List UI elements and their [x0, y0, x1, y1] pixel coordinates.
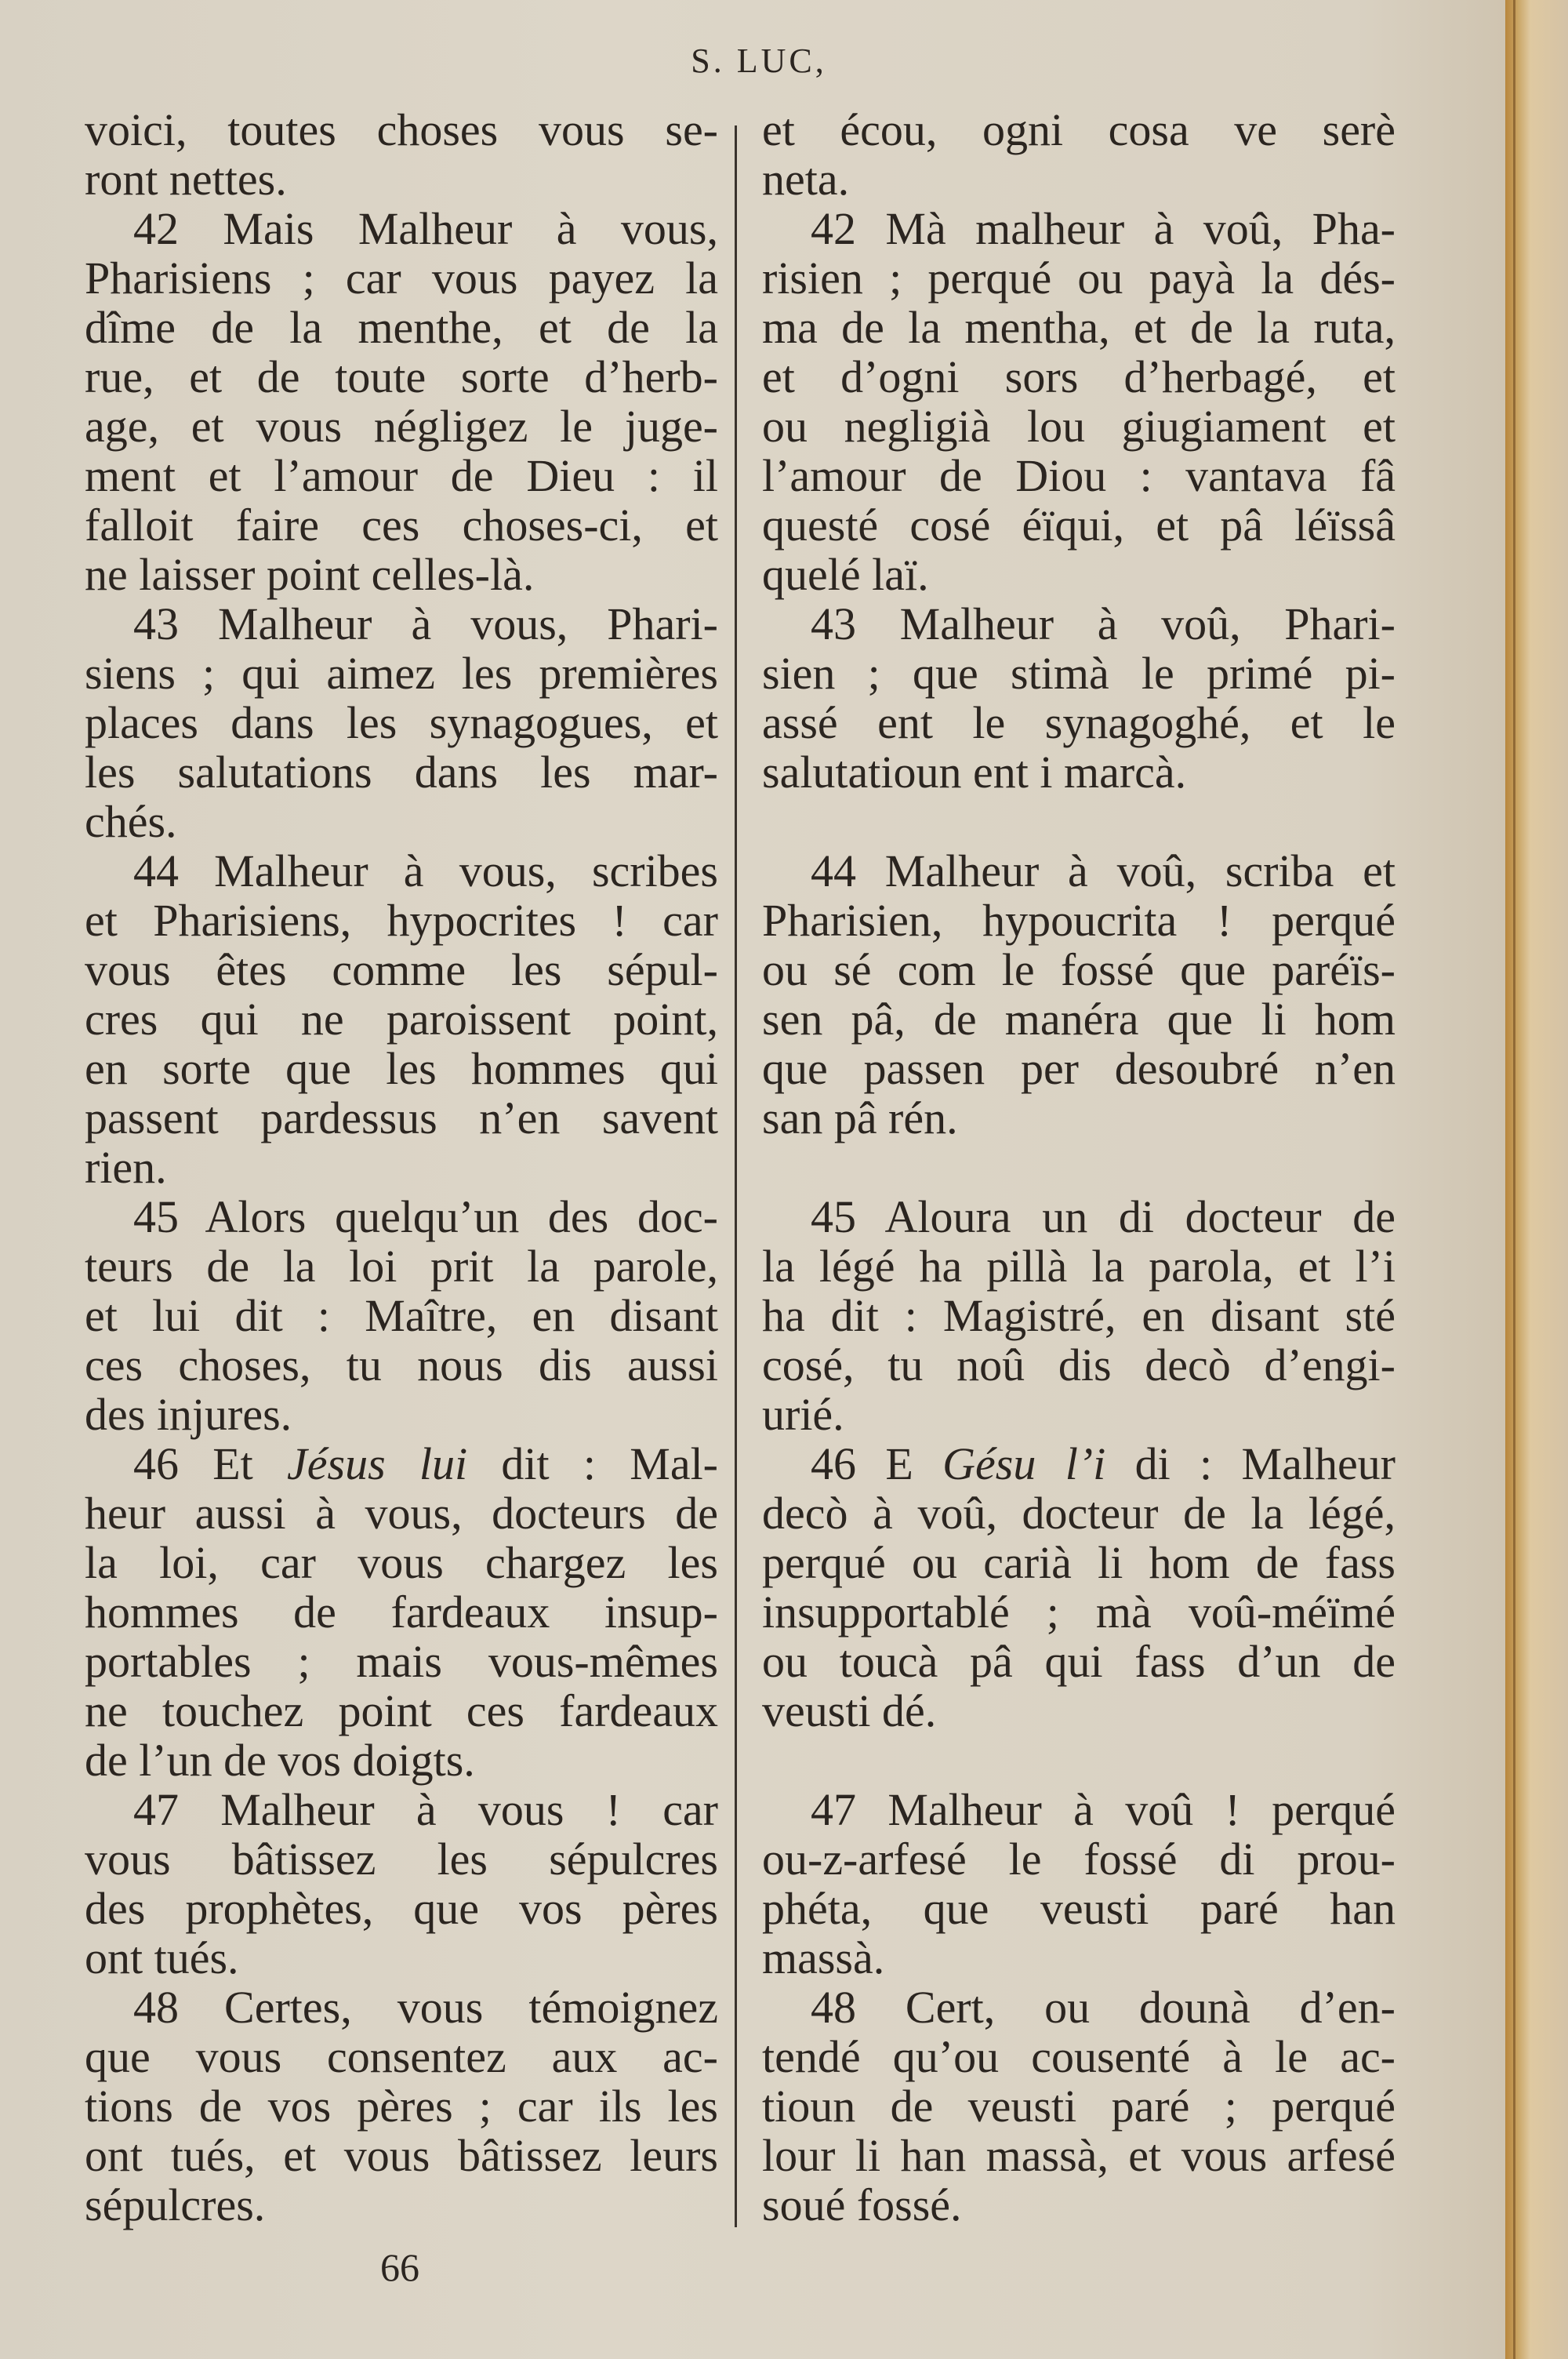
- verse-47: [762, 1785, 1396, 1983]
- text-line: 47 Malheur à vous ! car: [133, 1784, 718, 1835]
- text-line: places dans les synagogues, et: [85, 697, 718, 748]
- text-line: tioun de veusti paré ; perqué: [762, 2081, 1396, 2132]
- text-run: 46 E: [811, 1438, 943, 1489]
- text-line: veusti dé.: [762, 1685, 937, 1736]
- text-line: questé cosé éïqui, et pâ léïssâ: [762, 500, 1396, 551]
- text-line: ces choses, tu nous dis aussi: [85, 1339, 718, 1390]
- text-line: [762, 1439, 1396, 1488]
- column-divider: [735, 125, 737, 2227]
- text-line: chés.: [85, 796, 177, 847]
- french-column: [85, 105, 718, 2230]
- text-line: et Pharisiens, hypocrites ! car: [85, 895, 718, 946]
- running-header: S. LUC,: [691, 42, 827, 80]
- verse-43: [85, 599, 718, 846]
- text-line: ne laisser point celles-là.: [85, 549, 535, 600]
- text-line: insupportablé ; mà voû-méïmé: [762, 1587, 1396, 1637]
- text-line: assé ent le synagoghé, et le: [762, 697, 1396, 748]
- text-line: 45 Aloura un di docteur de: [811, 1191, 1396, 1242]
- verse-44: [762, 846, 1396, 1192]
- page-number: 66: [380, 2245, 419, 2289]
- text-line: ment et l’amour de Dieu : il: [85, 450, 718, 501]
- text-line: des injures.: [85, 1389, 292, 1440]
- text-line: risien ; perqué ou payà la dés-: [762, 253, 1396, 304]
- text-line: cosé, tu noû dis decò d’engi-: [762, 1339, 1396, 1390]
- text-line: 42 Mais Malheur à vous,: [133, 203, 718, 254]
- text-line: tions de vos pères ; car ils les: [85, 2081, 718, 2132]
- text-line: Pharisien, hypoucrita ! perqué: [762, 895, 1396, 946]
- text-line: et lui dit : Maître, en disant: [85, 1290, 718, 1341]
- text-run: di : Malheur: [1105, 1438, 1396, 1489]
- text-line: Pharisiens ; car vous payez la: [85, 253, 718, 304]
- text-line: ou negligià lou giugiament et: [762, 401, 1396, 452]
- text-run: 46 Et: [133, 1438, 288, 1489]
- verse-42: [762, 204, 1396, 599]
- text-line: et d’ogni sors d’herbagé, et: [762, 351, 1396, 402]
- verse-41-end: [85, 105, 718, 204]
- nicois-column: [762, 105, 1396, 2230]
- verse-44: [85, 846, 718, 1192]
- text-line: rien.: [85, 1142, 167, 1193]
- text-line: phéta, que veusti paré han: [762, 1883, 1396, 1934]
- text-line: sen pâ, de manéra que li hom: [762, 994, 1396, 1045]
- text-line: teurs de la loi prit la parole,: [85, 1241, 718, 1292]
- text-line: tendé qu’ou cousenté à le ac-: [762, 2031, 1396, 2082]
- text-line: la loi, car vous chargez les: [85, 1537, 718, 1588]
- text-line: les salutations dans les mar-: [85, 747, 718, 798]
- verse-41-end: [762, 105, 1396, 204]
- text-line: ont tués, et vous bâtissez leurs: [85, 2130, 718, 2181]
- text-line: 44 Malheur à vous, scribes: [133, 845, 718, 896]
- text-line: 48 Certes, vous témoignez: [133, 1982, 718, 2033]
- text-line: ma de la mentha, et de la ruta,: [762, 302, 1396, 353]
- text-line: vous bâtissez les sépulcres: [85, 1834, 718, 1885]
- verse-45: [85, 1192, 718, 1439]
- text-line: sépulcres.: [85, 2179, 266, 2230]
- text-line: decò à voû, docteur de la légé,: [762, 1488, 1396, 1539]
- text-line: soué fossé.: [762, 2179, 962, 2230]
- text-line: vous êtes comme les sépul-: [85, 944, 718, 995]
- text-line: ha dit : Magistré, en disant sté: [762, 1290, 1396, 1341]
- spacer: [762, 1143, 1396, 1192]
- text-line: des prophètes, que vos pères: [85, 1883, 718, 1934]
- text-line: dîme de la menthe, et de la: [85, 302, 718, 353]
- verse-47: [85, 1785, 718, 1983]
- text-line: et écou, ogni cosa ve serè: [762, 104, 1396, 155]
- verse-46: [85, 1439, 718, 1785]
- verse-42: [85, 204, 718, 599]
- text-line: heur aussi à vous, docteurs de: [85, 1488, 718, 1539]
- text-run: dit : Mal-: [467, 1438, 718, 1489]
- text-line: de l’un de vos doigts.: [85, 1735, 475, 1786]
- text-line: 42 Mà malheur à voû, Pha-: [811, 203, 1396, 254]
- text-line: sien ; que stimà le primé pi-: [762, 648, 1396, 699]
- verse-48: [85, 1983, 718, 2230]
- text-line: que passen per desoubré n’en: [762, 1043, 1396, 1094]
- text-line: neta.: [762, 154, 850, 205]
- verse-48: [762, 1983, 1396, 2230]
- text-line: san pâ rén.: [762, 1092, 958, 1143]
- text-line: ou toucà pâ qui fass d’un de: [762, 1636, 1396, 1687]
- text-line: l’amour de Diou : vantava fâ: [762, 450, 1396, 501]
- italic-text: Gésu l’i: [942, 1438, 1106, 1489]
- italic-text: Jésus lui: [287, 1438, 468, 1489]
- text-line: age, et vous négligez le juge-: [85, 401, 718, 452]
- text-line: 47 Malheur à voû ! perqué: [811, 1784, 1396, 1835]
- text-line: urié.: [762, 1389, 844, 1440]
- verse-45: [762, 1192, 1396, 1439]
- text-line: la légé ha pillà la parola, et l’i: [762, 1241, 1396, 1292]
- text-line: [85, 1439, 718, 1488]
- spacer: [762, 797, 1396, 846]
- text-line: siens ; qui aimez les premières: [85, 648, 718, 699]
- text-line: 44 Malheur à voû, scriba et: [811, 845, 1396, 896]
- text-line: cres qui ne paroissent point,: [85, 994, 718, 1045]
- text-line: en sorte que les hommes qui: [85, 1043, 718, 1094]
- text-line: ne touchez point ces fardeaux: [85, 1685, 718, 1736]
- text-line: rue, et de toute sorte d’herb-: [85, 351, 718, 402]
- text-line: 43 Malheur à vous, Phari-: [133, 598, 718, 649]
- text-line: hommes de fardeaux insup-: [85, 1587, 718, 1637]
- text-line: 48 Cert, ou dounà d’en-: [811, 1982, 1396, 2033]
- page-edge: [1505, 0, 1568, 2359]
- text-line: falloit faire ces choses-ci, et: [85, 500, 718, 551]
- text-line: massà.: [762, 1932, 885, 1983]
- verse-46: [762, 1439, 1396, 1785]
- spacer: [762, 1736, 1396, 1785]
- text-line: 43 Malheur à voû, Phari-: [811, 598, 1396, 649]
- text-line: ont tués.: [85, 1932, 239, 1983]
- verse-43: [762, 599, 1396, 846]
- text-line: passent pardessus n’en savent: [85, 1092, 718, 1143]
- text-line: salutatioun ent i marcà.: [762, 747, 1187, 798]
- text-line: que vous consentez aux ac-: [85, 2031, 718, 2082]
- text-line: ou-z-arfesé le fossé di prou-: [762, 1834, 1396, 1885]
- text-line: 45 Alors quelqu’un des doc-: [133, 1191, 718, 1242]
- page-gutter: [1513, 0, 1515, 2359]
- text-line: quelé laï.: [762, 549, 929, 600]
- text-line: portables ; mais vous-mêmes: [85, 1636, 718, 1687]
- text-line: ou sé com le fossé que paréïs-: [762, 944, 1396, 995]
- text-line: ront nettes.: [85, 154, 287, 205]
- text-line: lour li han massà, et vous arfesé: [762, 2130, 1396, 2181]
- text-line: perqué ou carià li hom de fass: [762, 1537, 1396, 1588]
- text-line: voici, toutes choses vous se-: [85, 104, 718, 155]
